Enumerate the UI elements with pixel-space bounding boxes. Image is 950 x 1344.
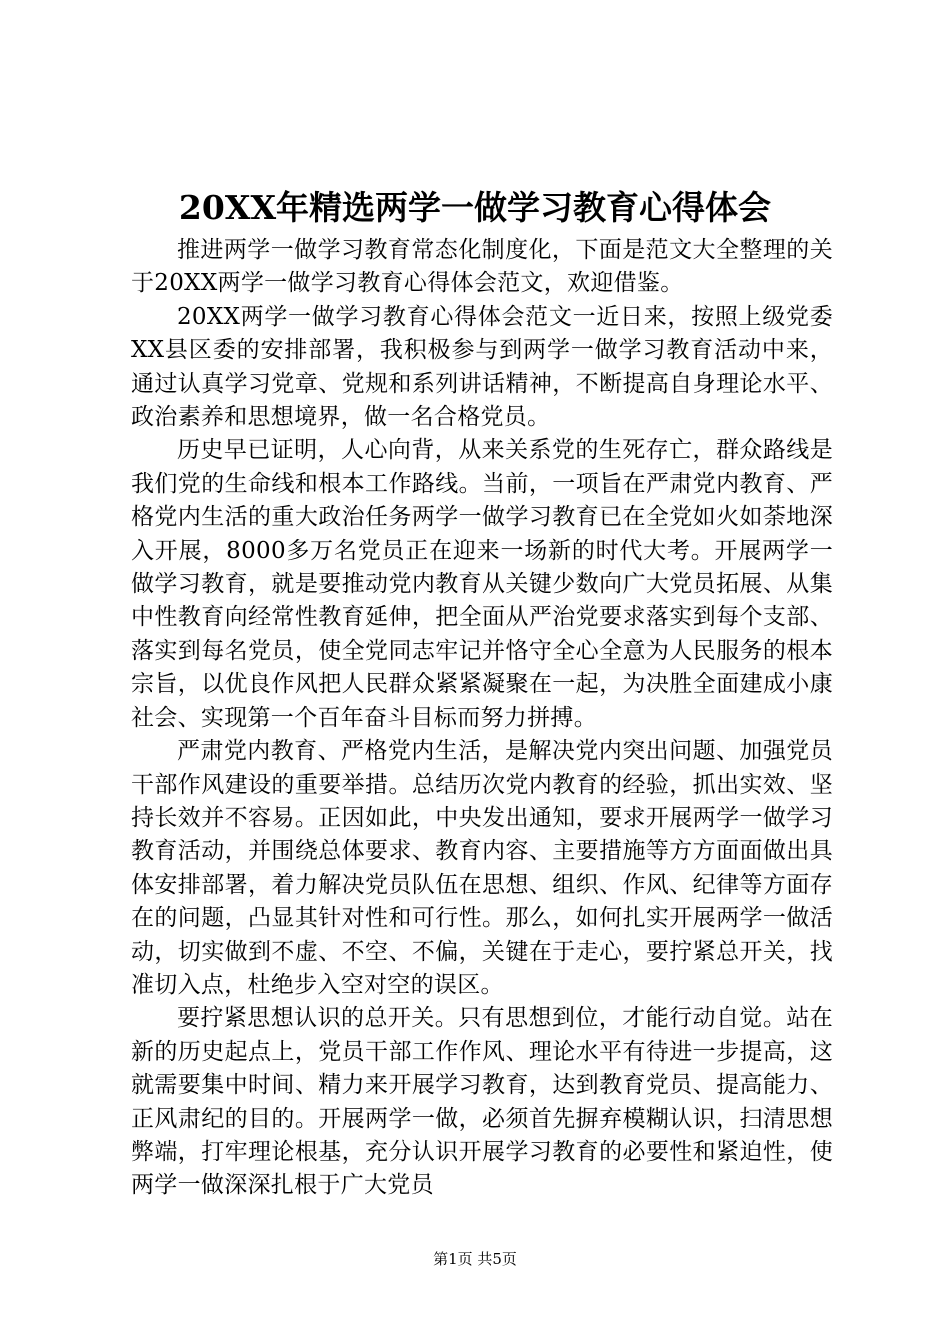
paragraph-thought-switch: 要拧紧思想认识的总开关。只有思想到位，才能行动自觉。站在新的历史起点上，党员干部工作作风、理论水平有待进一步提高，这就需要集中时间、精力来开展学习教育，达到教育党员、提高能力、正风肃纪的目的。开展两学一做，必须首先摒弃模糊认识，扫清思想弊端，打牢理论根基，充分认识开展学习教育的必要性和紧迫性，使两学一做深深扎根于广大党员 [131,1005,833,1199]
paragraph-history: 历史早已证明，人心向背，从来关系党的生死存亡，群众路线是我们党的生命线和根本工作路线。当前，一项旨在严肃党内教育、严格党内生活的重大政治任务两学一做学习教育已在全党如火如荼地深入开展，8000多万名党员正在迎来一场新的时代大考。开展两学一做学习教育，就是要推动党内教育从关键少数向广大党员拓展、从集中性教育向经常性教育延伸，把全面从严治党要求落实到每个支部、落实到每名党员，使全党同志牢记并恪守全心全意为人民服务的根本宗旨，以优良作风把人民群众紧紧凝聚在一起，为决胜全面建成小康社会、实现第一个百年奋斗目标而努力拼搏。 [131,437,833,731]
document-title: 20XX年精选两学一做学习教育心得体会 [178,188,772,227]
paragraph-intro: 推进两学一做学习教育常态化制度化，下面是范文大全整理的关于20XX两学一做学习教育心得体会范文，欢迎借鉴。 [131,237,833,297]
document-body [131,234,833,1203]
paragraph-essay-opening: 20XX两学一做学习教育心得体会范文一近日来，按照上级党委XX县区委的安排部署，我积极参与到两学一做学习教育活动中来，通过认真学习党章、党规和系列讲话精神，不断提高自身理论水平、政治素养和思想境界，做一名合格党员。 [131,303,833,431]
page-number-footer: 第1页 共5页 [433,1250,517,1268]
paragraph-party-education: 严肃党内教育、严格党内生活，是解决党内突出问题、加强党员干部作风建设的重要举措。总结历次党内教育的经验，抓出实效、坚持长效并不容易。正因如此，中央发出通知，要求开展两学一做学习教育活动，并围绕总体要求、教育内容、主要措施等方方面面做出具体安排部署，着力解决党员队伍在思想、组织、作风、纪律等方面存在的问题，凸显其针对性和可行性。那么，如何扎实开展两学一做活动，切实做到不虚、不空、不偏，关键在于走心，要拧紧总开关，找准切入点，杜绝步入空对空的误区。 [131,738,833,998]
